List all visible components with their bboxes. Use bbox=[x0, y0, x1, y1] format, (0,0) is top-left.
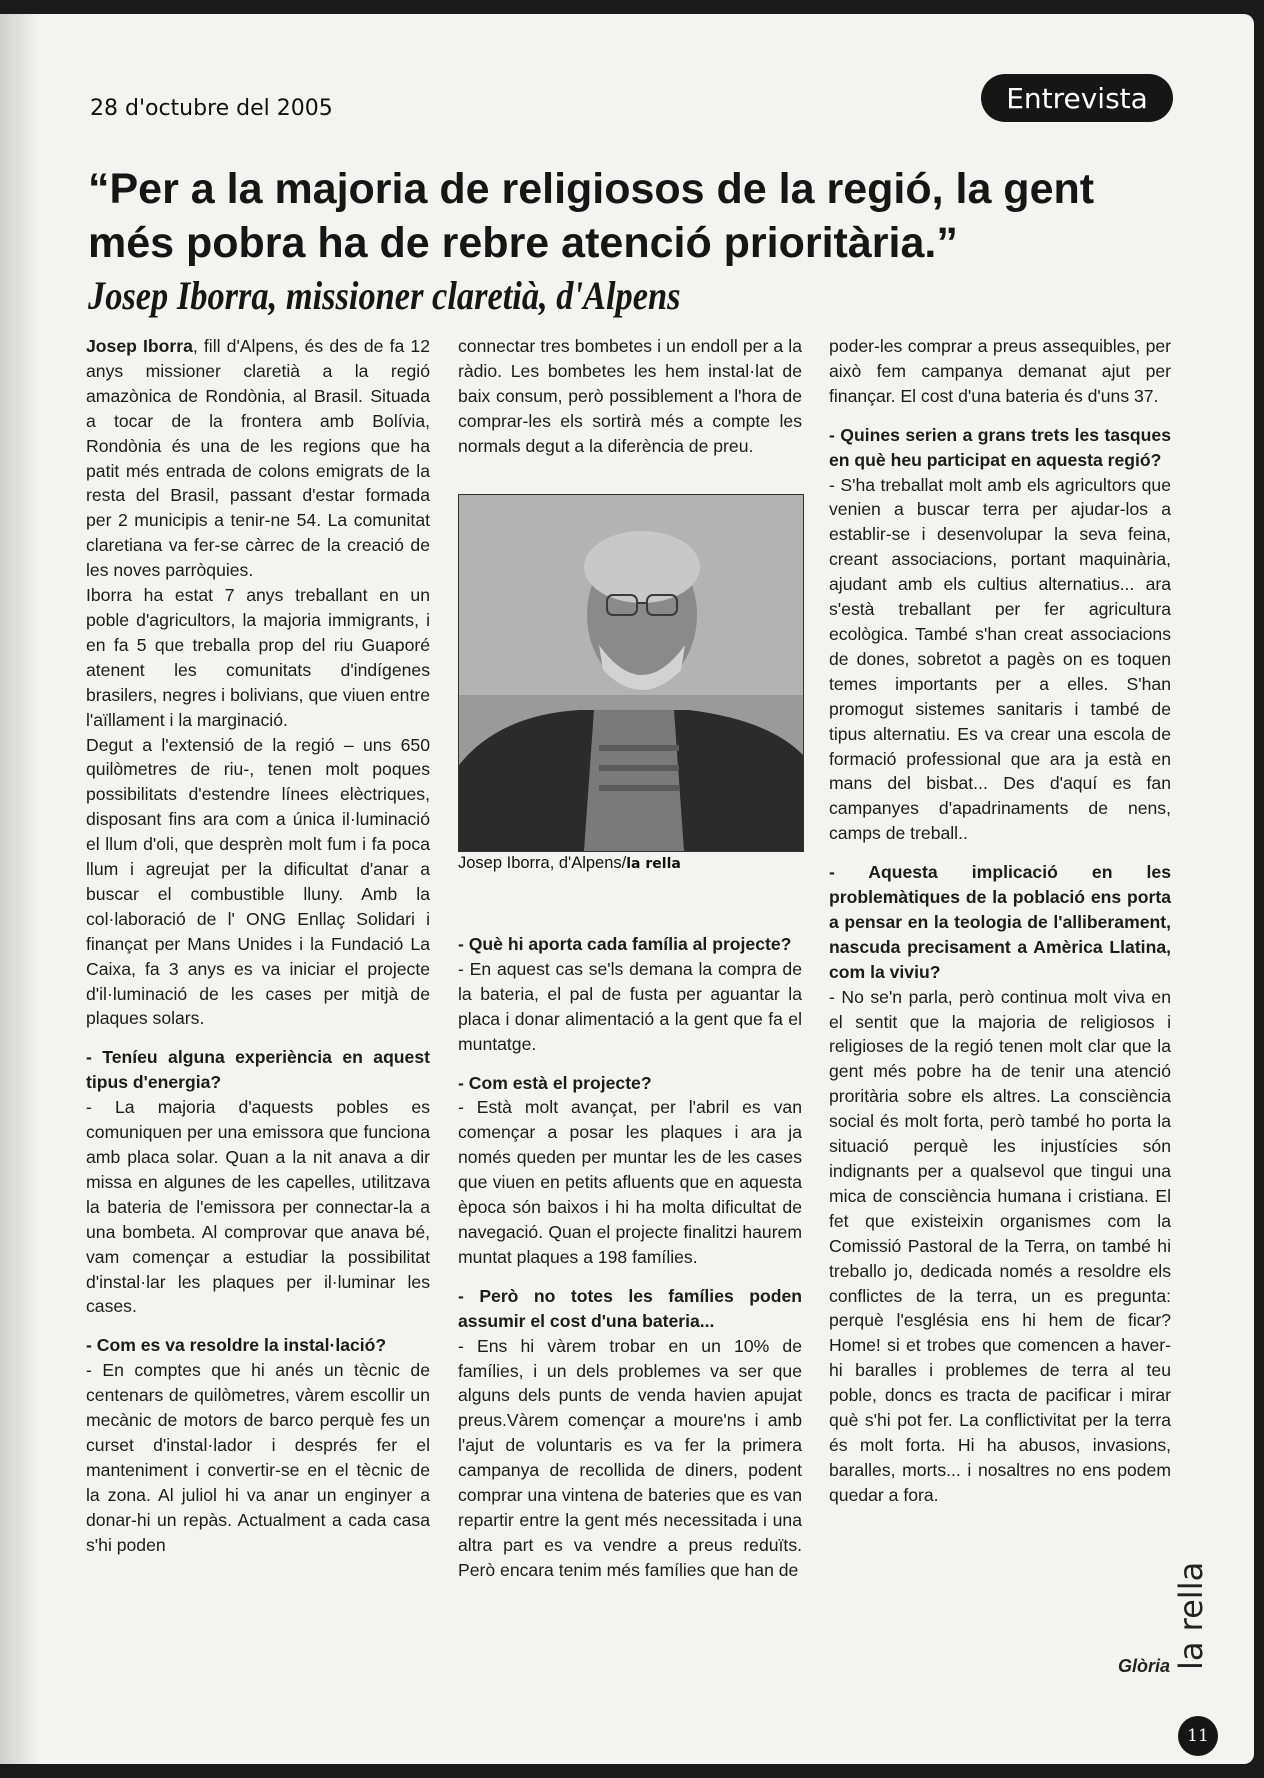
paragraph: poder-les comprar a preus assequibles, per això fem campanya demanat ajut per finançar. El cost d'una bateria és d'uns 37. bbox=[829, 336, 1171, 406]
intro-text: , fill d'Alpens, és des de fa 12 anys missioner claretià a la regió amazònica de Rondònia, al Brasil. Situada a tocar de la frontera amb Bolívia, Rondònia és una de les regions que ha patit més entrada de colons emigrats de la resta del Brasil, passant d'estar formada per 2 municipis a tenir-ne 54. La comunitat claretiana va fer-se càrrec de la creació de les noves parròquies. bbox=[86, 336, 430, 581]
answer: - Està molt avançat, per l'abril es van començar a posar les plaques i ara ja només queden per muntar les de les cases que viuen en petits afluents que en aquesta època són baixos i hi ha molta dificultat de navegació. Quan el projecte finalitzi haurem muntat plaques a 198 famílies. bbox=[458, 1097, 802, 1267]
question: - Quines serien a grans trets les tasques en què heu participat en aquesta regió? bbox=[829, 424, 1171, 470]
column-3 bbox=[829, 334, 1171, 1508]
paragraph: Degut a l'extensió de la regió – uns 650 quilòmetres de riu-, tenen molt poques possibilitats d'estendre línees elèctriques, disposant fins ara com a única il·luminació el llum d'oli, que desprèn molt fum i fa poca llum i agreujat per la dificultat d'anar a buscar el combustible lluny. Amb la col·laboració de l' ONG Enllaç Solidari i finançat per Mans Unides i la Fundació La Caixa, fa 3 anys es va iniciar el projecte d'il·luminació de les cases per mitjà de plaques solars. bbox=[86, 734, 430, 1029]
subhead: Josep Iborra, missioner claretià, d'Alpens bbox=[88, 273, 681, 318]
answer: - S'ha treballat molt amb els agricultors que venien a buscar terra per ajudar-los a establir-se i desenvolupar la seva feina, creant associacions, portant maquinària, ajudant amb els cultius alternatius... ara s'està treballant per fer agricultura ecològica. També s'han creat associacions de dones, sobretot a pagès on es toquen temes importants per a elles. S'han promogut sistemes sanitaris i també de tipus alternatiu. Es va crear una escola de formació professional que ara ja està en mans del bisbat... Des d'aquí es fan campanyes d'apadrinaments de nens, camps de treball.. bbox=[829, 474, 1171, 844]
question: - Teníeu alguna experiència en aquest tipus d'energia? bbox=[86, 1047, 430, 1093]
answer: - En aquest cas se'ls demana la compra de la bateria, el pal de fusta per aguantar la placa i donar alimentació a la gent que fa el muntatge. bbox=[458, 958, 802, 1054]
author-signature: Glòria bbox=[1117, 1656, 1170, 1676]
page-spine bbox=[0, 14, 40, 1764]
magazine-brand: la rella bbox=[1172, 1561, 1210, 1670]
column-1 bbox=[86, 334, 430, 1558]
question: - Què hi aporta cada família al projecte? bbox=[458, 934, 792, 954]
question: - Aquesta implicació en les problemàtiques de la població ens porta a pensar en la teologia de l'alliberament, nascuda precisament a Amèrica Llatina, com la viviu? bbox=[829, 862, 1171, 982]
portrait-photo bbox=[458, 494, 804, 852]
issue-date: 28 d'octubre del 2005 bbox=[90, 96, 333, 121]
question: - Però no totes les famílies poden assumir el cost d'una bateria... bbox=[458, 1285, 802, 1331]
column-2-bottom bbox=[458, 932, 802, 1583]
column-2-top bbox=[458, 334, 802, 459]
answer: - No se'n parla, però continua molt viva en el sentit que la majoria de religiosos i religioses de la regió tenen molt clar que la gent més pobre ha de tenir una atenció proritària sobre els altres. La consciència social és molt forta, però també ho porta la situació perquè les injustícies són indignants per a qualsevol que tingui una mica de consciència humana i cristiana. El fet que existeixin organismes com la Comissió Pastoral de la Terra, on també hi treballo jo, dedicada només a resoldre els conflictes de la terra, un es pregunta: perquè l'església ens hi hem de ficar? Home! si et trobes que comencen a haver-hi baralles i problemes de terra al teu poble, doncs es tracta de pacificar i mirar què s'hi pot fer. La conflictivitat per la terra és molt forta. Hi ha abusos, invasions, baralles, morts... i nosaltres no ens podem quedar a fora. bbox=[829, 986, 1171, 1505]
answer: - Ens hi vàrem trobar en un 10% de famílies, i un dels problemes va ser que alguns dels punts de venda havien apujat preus.Vàrem començar a moure'ns i amb l'ajut de voluntaris es va fer la primera campanya de recollida de diners, podent comprar una vintena de bateries que es van repartir entre la gent més necessitada i una altra part es va vendre a preus reduïts. Però encara tenim més famílies que han de bbox=[458, 1335, 802, 1580]
question: - Com es va resoldre la instal·lació? bbox=[86, 1335, 387, 1356]
answer: - La majoria d'aquests pobles es comuniquen per una emissora que funciona amb placa solar. Quan a la nit anava a dir missa en algunes de les capelles, utilitzava la bateria de l'emissora per connectar-la a una bombeta. Al comprovar que anava bé, vam començar a estudiar la possibilitat d'instal·lar les plaques per il·luminar les cases. bbox=[86, 1097, 430, 1317]
magazine-page bbox=[0, 14, 1254, 1764]
paragraph: Iborra ha estat 7 anys treballant en un poble d'agricultors, la majoria immigrants, i en fa 5 que treballa prop del riu Guaporé atenent les comunitats d'indígenes brasilers, negres i bolivians, que viuen entre l'aïllament i la marginació. bbox=[86, 585, 430, 730]
caption-text: Josep Iborra, d'Alpens/ bbox=[458, 854, 627, 872]
caption-credit: la rella bbox=[626, 856, 681, 872]
answer: - En comptes que hi anés un tècnic de centenars de quilòmetres, vàrem escollir un mecànic de motors de barco perquè fes un curset d'instal·lador i després fer el manteniment i convertir-se en el tècnic de la zona. Al juliol hi va anar un enginyer a donar-hi un repàs. Actualment a cada casa s'hi poden bbox=[86, 1360, 430, 1555]
page-number: 11 bbox=[1178, 1716, 1218, 1756]
photo-caption bbox=[458, 854, 802, 873]
portrait-illustration bbox=[459, 495, 803, 851]
headline: “Per a la majoria de religiosos de la regió, la gent més pobra ha de rebre atenció prioritària.” bbox=[88, 165, 1095, 267]
intro-paragraph bbox=[86, 334, 430, 583]
question: - Com està el projecte? bbox=[458, 1072, 652, 1093]
paragraph: connectar tres bombetes i un endoll per a la ràdio. Les bombetes les hem instal·lat de baix consum, però possiblement a l'hora de comprar-les els sortirà més a compte les normals degut a la diferència de preu. bbox=[458, 336, 802, 456]
intro-name: Josep Iborra bbox=[86, 336, 193, 356]
section-label: Entrevista bbox=[981, 74, 1173, 122]
